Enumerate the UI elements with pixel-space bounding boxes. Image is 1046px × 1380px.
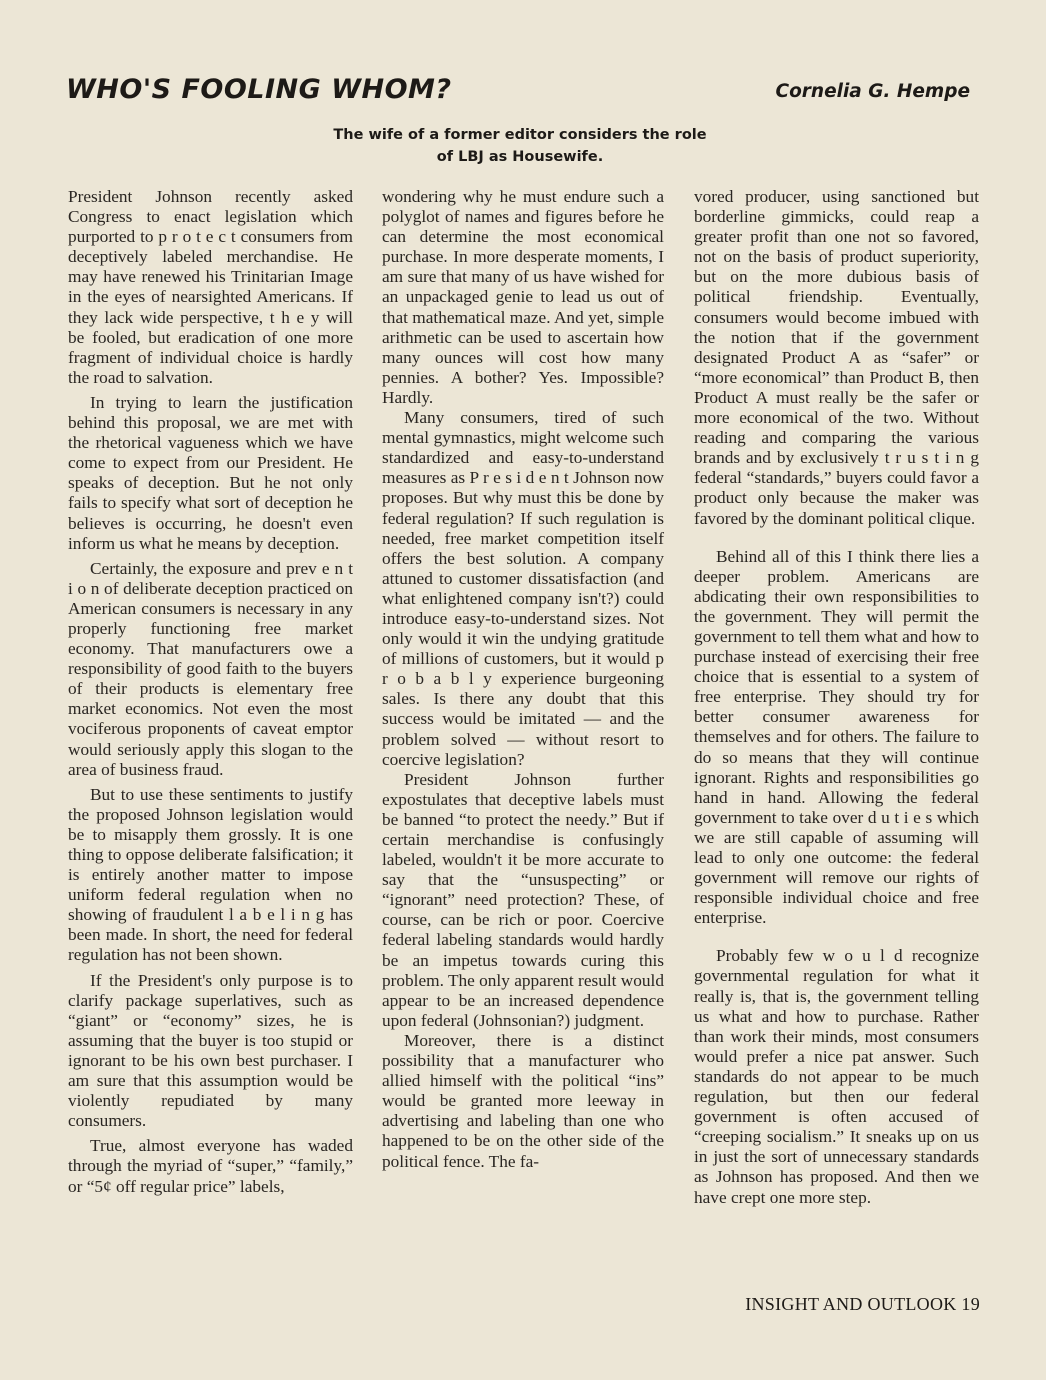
paragraph: vored producer, using sanctioned but borderline gimmicks, could reap a greater profit than one not so favored, not on the basis of product superiority, but on the more dubious basis of political friendship. Eventually, consumers would become imbued with the notion that if the government designated Product A as “safer” or “more economical” than Product B, then Product A must really be the safer or more economical of the two. Without reading and comparing the various brands and by exclusively t r u s t i n g federal “standards,” buyers could favor a product only because the maker was favored by the dominant political clique. xyxy=(694,187,979,528)
column-2 xyxy=(382,187,664,1172)
article-subtitle: The wife of a former editor considers the role of LBJ as Housewife. xyxy=(333,127,707,165)
page-number: 19 xyxy=(961,1294,980,1314)
paragraph: If the President's only purpose is to clarify package superlatives, such as “giant” or “economy” sizes, he is assuming that the buyer is too stupid or ignorant to be his own best purchaser. I am sure that this assumption would be violently repudiated by many consumers. xyxy=(68,970,353,1131)
column-1 xyxy=(68,187,353,1197)
paragraph: President Johnson further expostulates that deceptive labels must be banned “to protect the needy.” But if certain merchandise is confusingly labeled, wouldn't it be more accurate to say that the “unsuspecting” or “ignorant” need protection? These, of course, can be rich or poor. Coercive federal labeling standards would hardly be an impetus towards curing this problem. The only apparent result would appear to be an increased dependence upon federal (Johnsonian?) judgment. xyxy=(382,769,664,1030)
paragraph: President Johnson recently asked Congress to enact legislation which purported to p r o t e c t consumers from deceptively labeled merchandise. He may have renewed his Trinitarian Image in the eyes of nearsighted Americans. If they lack wide perspective, t h e y will be fooled, but eradication of one more fragment of individual choice is hardly the road to salvation. xyxy=(68,187,353,387)
column-3 xyxy=(694,187,979,1208)
paragraph: True, almost everyone has waded through the myriad of “super,” “family,” or “5¢ off regular price” labels, xyxy=(68,1136,353,1196)
paragraph: Probably few w o u l d recognize governmental regulation for what it really is, that is, the government telling us what and how to purchase. Rather than work their minds, most consumers would prefer a nice pat answer. Such standards do not appear to be much regulation, but then our federal government is often accused of “creeping socialism.” It sneaks up on us in just the sort of unnecessary standards as Johnson has proposed. And then we have crept one more step. xyxy=(694,946,979,1207)
paragraph: Certainly, the exposure and prev e n t i o n of deliberate deception practiced on American consumers is necessary in any properly functioning free market economy. That manufacturers owe a responsibility of good faith to the buyers of their products is elementary free market economics. Not even the most vociferous proponents of caveat emptor would seriously apply this slogan to the area of business fraud. xyxy=(68,558,353,779)
paragraph: But to use these sentiments to justify the proposed Johnson legislation would be to misapply them grossly. It is one thing to oppose deliberate falsification; it is entirely another matter to impose uniform federal regulation when no showing of fraudulent l a b e l i n g has been made. In short, the need for federal regulation has not been shown. xyxy=(68,784,353,965)
paragraph: In trying to learn the justification behind this proposal, we are met with the rhetorical vagueness which we have come to expect from our President. He speaks of deception. But he not only fails to specify what sort of deception he believes is occurring, he doesn't even inform us what he means by deception. xyxy=(68,392,353,553)
author-name: Cornelia G. Hempe xyxy=(775,81,970,102)
article-title: WHO'S FOOLING WHOM? xyxy=(66,74,452,105)
page-footer xyxy=(705,1294,980,1315)
publication-name: INSIGHT AND OUTLOOK xyxy=(745,1294,957,1314)
paragraph: Many consumers, tired of such mental gymnastics, might welcome such standardized and easy-to-understand measures as P r e s i d e n t Johnson now proposes. But why must this be done by federal regulation? If such regulation is needed, free market competition itself offers the best solution. A company attuned to customer dissatisfaction (and what enlightened company isn't?) could introduce easy-to-understand sizes. Not only would it win the undying gratitude of millions of customers, but it would p r o b a b l y experience burgeoning sales. Is there any doubt that this success would be imitated — and the problem solved — without resort to coercive legislation? xyxy=(382,408,664,769)
paragraph: Behind all of this I think there lies a deeper problem. Americans are abdicating their own responsibilities to the government. They will permit the government to tell them what and how to purchase instead of exercising their free choice that is essential to a system of free enterprise. They should try for better consumer awareness for themselves and for others. The failure to do so means that they will continue ignorant. Rights and responsibilities go hand in hand. Allowing the federal government to take over d u t i e s which we are still capable of assuming will lead to only one outcome: the federal government will remove our rights of responsible individual choice and free enterprise. xyxy=(694,546,979,928)
paragraph: Moreover, there is a distinct possibility that a manufacturer who allied himself with the political “ins” would be granted more leeway in advertising and labeling than one who happened to be on the other side of the political fence. The fa- xyxy=(382,1030,664,1171)
paragraph: wondering why he must endure such a polyglot of names and figures before he can determine the most economical purchase. In more desperate moments, I am sure that many of us have wished for an unpackaged genie to lead us out of that mathematical maze. And yet, simple arithmetic can be used to ascertain how many ounces will cost how many pennies. A bother? Yes. Impossible? Hardly. xyxy=(382,187,664,407)
